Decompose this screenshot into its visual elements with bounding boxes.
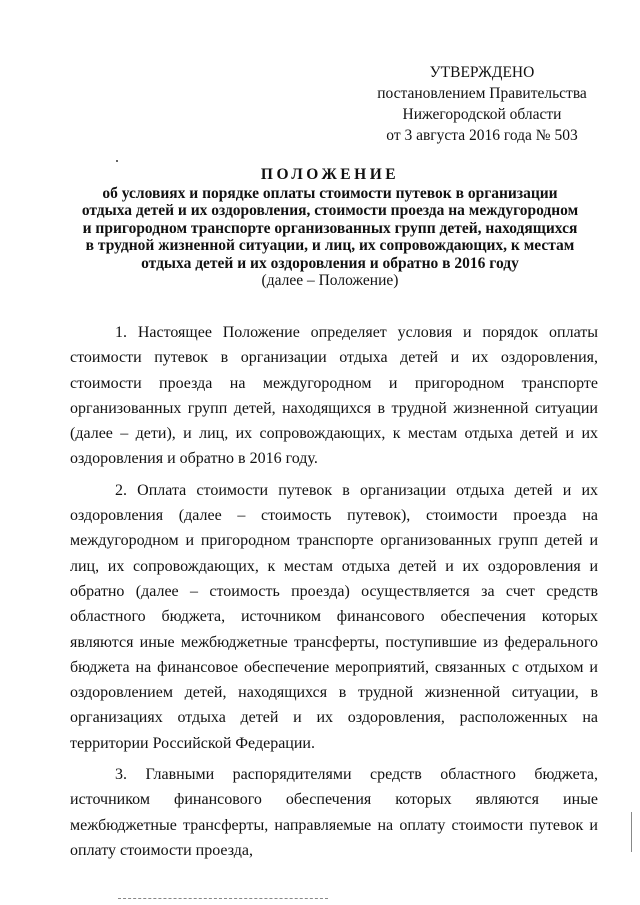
scan-speck	[116, 160, 118, 162]
paragraph-3: 3. Главными распорядителями средств областного бюджета, источником финансового обеспечения которых являются иные межбюджетные трансферты, направляемые на оплату стоимости путевок и оплату стоимости проезда,	[70, 766, 598, 859]
title-line: и пригородном транспорте организованных групп детей, находящихся	[82, 219, 578, 237]
approval-date-number: от 3 августа 2016 года № 503	[386, 127, 578, 144]
title-line: отдыха детей и их оздоровления, стоимости проезда на междугородном	[81, 202, 579, 219]
approval-region: Нижегородской области	[402, 106, 562, 123]
approval-heading: УТВЕРЖДЕНО	[429, 64, 535, 81]
paragraph-1: 1. Настоящее Положение определяет условия и порядок оплаты стоимости путевок в организации отдыха детей и их оздоровления, стоимости проезда на междугородном и пригородном транспорте организованных групп детей, находящихся в трудной жизненной ситуации (далее – дети), и лиц, их сопровождающих, к местам отдыха детей и их оздоровления и обратно в 2016 году.	[70, 324, 598, 468]
approval-authority: постановлением Правительства	[377, 85, 587, 102]
paragraph-2: 2. Оплата стоимости путевок в организации отдыха детей и их оздоровления (далее – стоимость путевок), стоимости проезда на междугородном и пригородном транспорте организованных групп детей и лиц, их сопровождающих, к местам отдыха детей и их оздоровления и обратно (далее – стоимость проезда) осуществляется за счет средств областного бюджета, источником финансового обеспечения которых являются иные межбюджетные трансферты, поступившие из федерального бюджета на финансовое обеспечение мероприятий, связанных с отдыхом и оздоровлением детей, находящихся в трудной жизненной ситуации, в организациях отдыха детей и их оздоровления, расположенных на территории Российской Федерации.	[70, 481, 598, 752]
title-line: об условиях и порядке оплаты стоимости путевок в организации	[102, 184, 558, 202]
approval-stamp	[362, 62, 602, 146]
document-title	[70, 166, 590, 290]
title-abbreviation: (далее – Положение)	[261, 272, 399, 289]
scan-bottom-mark	[118, 898, 328, 900]
title-line: в трудной жизненной ситуации, и лиц, их сопровождающих, к местам	[85, 237, 575, 254]
document-body	[70, 320, 598, 863]
title-line: отдыха детей и их оздоровления и обратно в 2016 году	[141, 254, 519, 272]
title-main: ПОЛОЖЕНИЕ	[260, 166, 400, 183]
scan-edge-mark	[631, 812, 632, 852]
